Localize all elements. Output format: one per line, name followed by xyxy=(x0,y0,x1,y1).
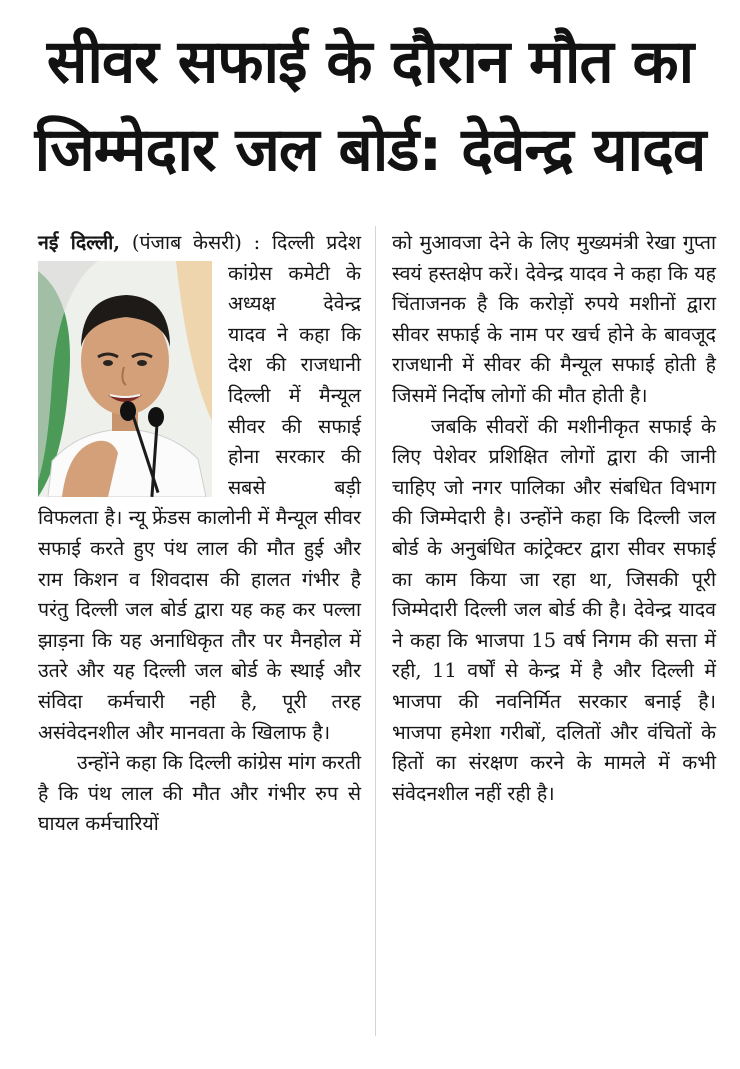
article-column-left xyxy=(38,228,361,840)
article-paragraph-4: जबकि सीवरों की मशीनीकृत सफाई के लिए पेशेवर प्रशिक्षित लोगों द्वारा की जानी चाहिए जो नगर पालिका और संबधित विभाग की जिम्मेदारी है। उन्होंने कहा कि दिल्ली जल बोर्ड के अनुबंधित कांट्रेक्टर द्वारा सीवर सफाई का काम किया जा रहा था, जिसकी पूरी जिम्मेदारी दिल्ली जल बोर्ड की है। देवेन्द्र यादव ने कहा कि भाजपा 15 वर्ष निगम की सत्ता में रही, 11 वर्षों से केन्द्र में है और दिल्ली में भाजपा की नवनिर्मित सरकार बनाई है। भाजपा हमेशा गरीबों, दलितों और वंचितों के हितों का संरक्षण करने के मामले में कभी संवेदनशील नहीं रही है। xyxy=(392,414,716,805)
article-paragraph-3: को मुआवजा देने के लिए मुख्यमंत्री रेखा गुप्ता स्वयं हस्तक्षेप करें। देवेन्द्र यादव ने कहा कि यह चिंताजनक है कि करोड़ों रुपये मशीनों द्वारा सीवर सफाई के नाम पर खर्च होने के बावजूद राजधानी में सीवर की मैन्यूल सफाई होती है जिसमें निर्दोष लोगों की मौत होती है। xyxy=(392,231,716,407)
column-divider xyxy=(375,226,376,1036)
article-lead-body: दिल्ली प्रदेश कांग्रेस कमेटी के अध्यक्ष देवेन्द्र यादव ने कहा कि देश की राजधानी दिल्ली में मैन्यूल सीवर की सफाई होना सरकार की सबसे बड़ी विफलता है। न्यू फ्रेंडस कालोनी में मैन्यूल सीवर सफाई करते हुए पंथ लाल की मौत हुई और राम किशन व शिवदास की हालत गंभीर है परंतु दिल्ली जल बोर्ड द्वारा यह कह कर पल्ला झाड़ना कि यह अनाधिकृत तौर पर मैनहोल में उतरे और यह दिल्ली जल बोर्ड के स्थाई और संविदा कर्मचारी नही है, पूरी तरह असंवेदनशील और मानवता के खिलाफ है। xyxy=(38,231,361,744)
article-lead-paragraph xyxy=(38,228,361,748)
photo-devendra-yadav xyxy=(38,261,212,497)
headline-line-2: जिम्मेदार जल बोर्ड: देवेन्द्र यादव xyxy=(34,115,706,185)
headline-line-1: सीवर सफाई के दौरान मौत का xyxy=(46,27,694,97)
source-credit: (पंजाब केसरी) : xyxy=(131,231,261,254)
article-column-right xyxy=(392,228,716,809)
dateline: नई दिल्ली, xyxy=(38,231,121,254)
portrait-illustration xyxy=(38,261,212,497)
article-paragraph-2: उन्होंने कहा कि दिल्ली कांग्रेस मांग करती है कि पंथ लाल की मौत और गंभीर रुप से घायल कर्मचारियों xyxy=(38,751,361,836)
headline xyxy=(14,18,726,194)
